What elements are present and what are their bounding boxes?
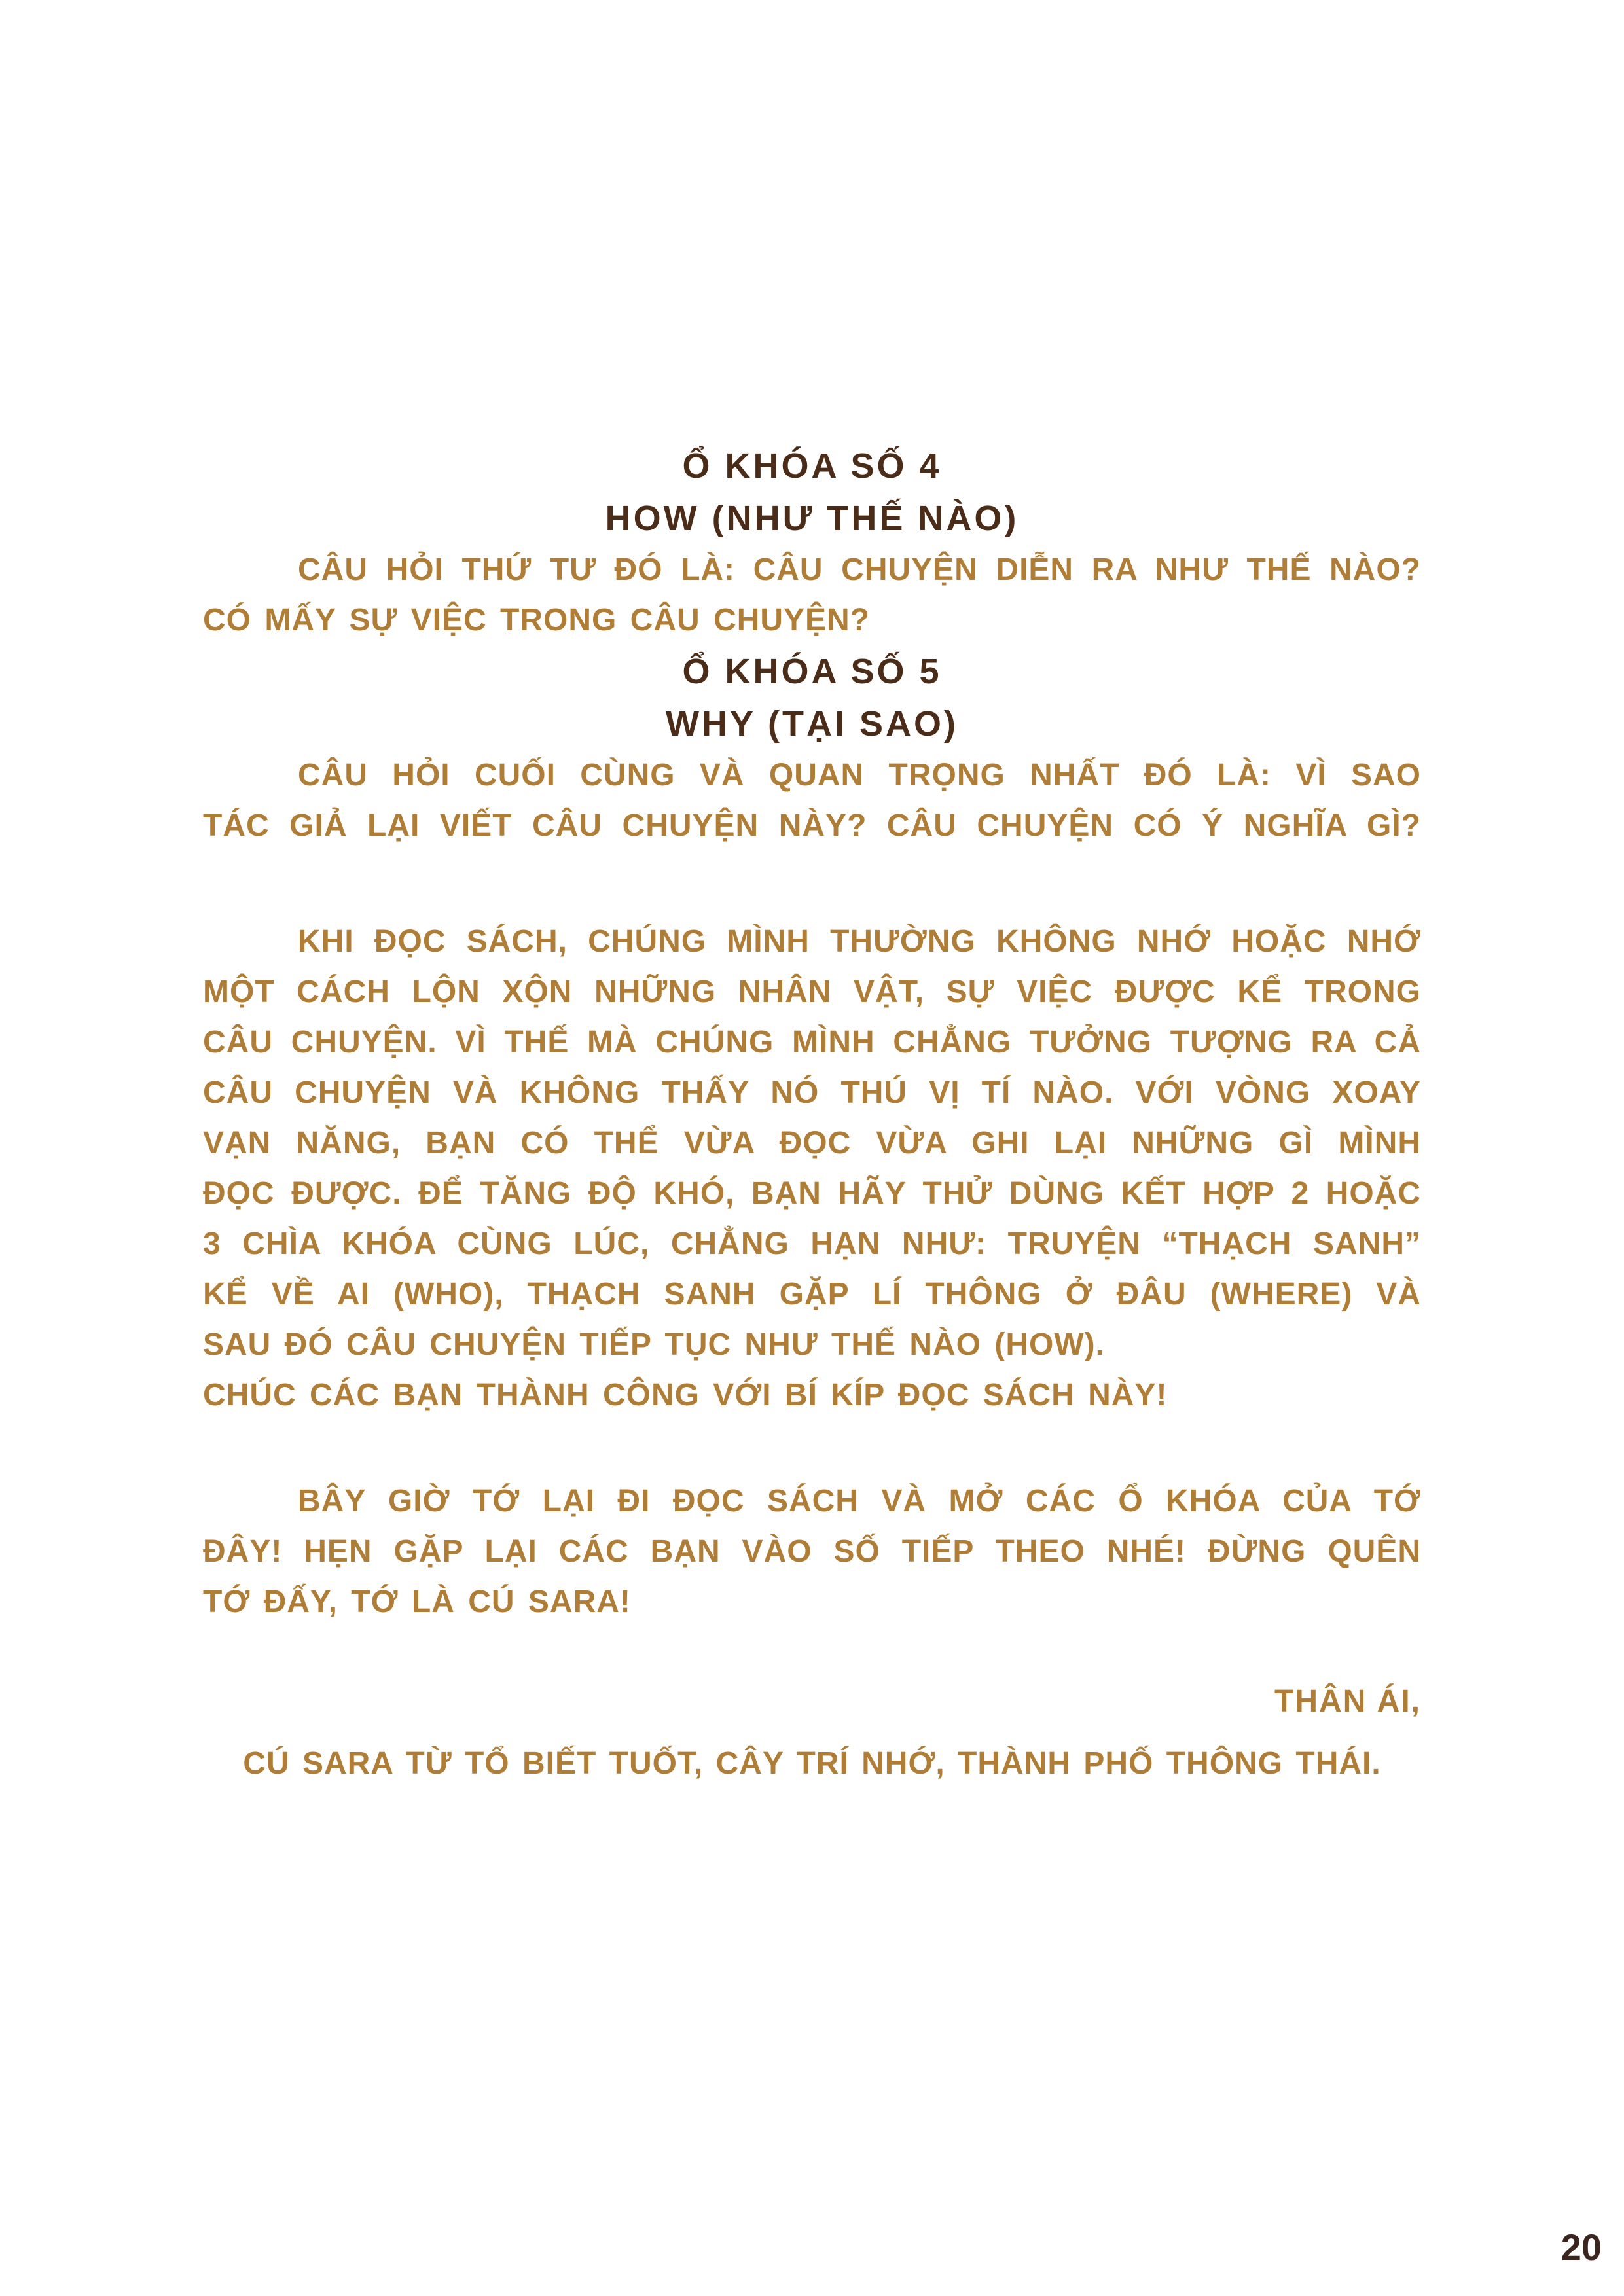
paragraph-1 [203,916,1421,1420]
section5-line: TÁC GIẢ LẠI VIẾT CÂU CHUYỆN NÀY? CÂU CHUYỆN CÓ Ý NGHĨA GÌ? [203,808,1421,843]
section4-subtitle: HOW (NHƯ THẾ NÀO) [605,499,1019,538]
paragraph1-line: KỂ VỀ AI (WHO), THẠCH SANH GẶP LÍ THÔNG Ở ĐÂU (WHERE) VÀ [203,1277,1421,1312]
closing-block [203,1676,1421,1789]
section5-subtitle: WHY (TẠI SAO) [666,704,958,744]
page-number: 20 [1561,2227,1602,2268]
paragraph1-line: 3 CHÌA KHÓA CÙNG LÚC, CHẲNG HẠN NHƯ: TRUYỆN “THẠCH SANH” [203,1227,1421,1261]
paragraph2-line: TỚ ĐẤY, TỚ LÀ CÚ SARA! [203,1585,631,1619]
section5-title: Ổ KHÓA SỐ 5 [682,652,942,691]
section5-line: CÂU HỎI CUỐI CÙNG VÀ QUAN TRỌNG NHẤT ĐÓ LÀ: VÌ SAO [298,758,1421,793]
paragraph1-line: CHÚC CÁC BẠN THÀNH CÔNG VỚI BÍ KÍP ĐỌC SÁCH NÀY! [203,1378,1168,1412]
paragraph1-line: CÂU CHUYỆN VÀ KHÔNG THẤY NÓ THÚ VỊ TÍ NÀO. VỚI VÒNG XOAY [203,1075,1421,1110]
paragraph2-line: BÂY GIỜ TỚ LẠI ĐI ĐỌC SÁCH VÀ MỞ CÁC Ổ KHÓA CỦA TỚ [298,1484,1421,1518]
section4-line: CÂU HỎI THỨ TƯ ĐÓ LÀ: CÂU CHUYỆN DIỄN RA NHƯ THẾ NÀO? [298,552,1421,587]
paragraph1-line: KHI ĐỌC SÁCH, CHÚNG MÌNH THƯỜNG KHÔNG NHỚ HOẶC NHỚ [298,924,1421,959]
closing-signature: CÚ SARA TỪ TỔ BIẾT TUỐT, CÂY TRÍ NHỚ, THÀNH PHỐ THÔNG THÁI. [243,1746,1381,1781]
section4-line: CÓ MẤY SỰ VIỆC TRONG CÂU CHUYỆN? [203,603,870,637]
paragraph1-line: CÂU CHUYỆN. VÌ THẾ MÀ CHÚNG MÌNH CHẲNG TƯỞNG TƯỢNG RA CẢ [203,1025,1421,1060]
closing-salutation: THÂN ÁI, [1274,1684,1421,1719]
paragraph-2 [203,1476,1421,1627]
page-content [203,440,1421,1789]
paragraph1-line: ĐỌC ĐƯỢC. ĐỂ TĂNG ĐỘ KHÓ, BẠN HÃY THỬ DÙNG KẾT HỢP 2 HOẶC [203,1176,1421,1211]
paragraph1-line: MỘT CÁCH LỘN XỘN NHỮNG NHÂN VẬT, SỰ VIỆC ĐƯỢC KỂ TRONG [203,975,1421,1009]
paragraph1-line: SAU ĐÓ CÂU CHUYỆN TIẾP TỤC NHƯ THẾ NÀO (HOW). [203,1327,1105,1362]
paragraph1-line: VẠN NĂNG, BẠN CÓ THỂ VỪA ĐỌC VỪA GHI LẠI NHỮNG GÌ MÌNH [203,1126,1421,1160]
section4-title: Ổ KHÓA SỐ 4 [682,446,942,486]
paragraph2-line: ĐÂY! HẸN GẶP LẠI CÁC BẠN VÀO SỐ TIẾP THEO NHÉ! ĐỪNG QUÊN [203,1534,1421,1569]
